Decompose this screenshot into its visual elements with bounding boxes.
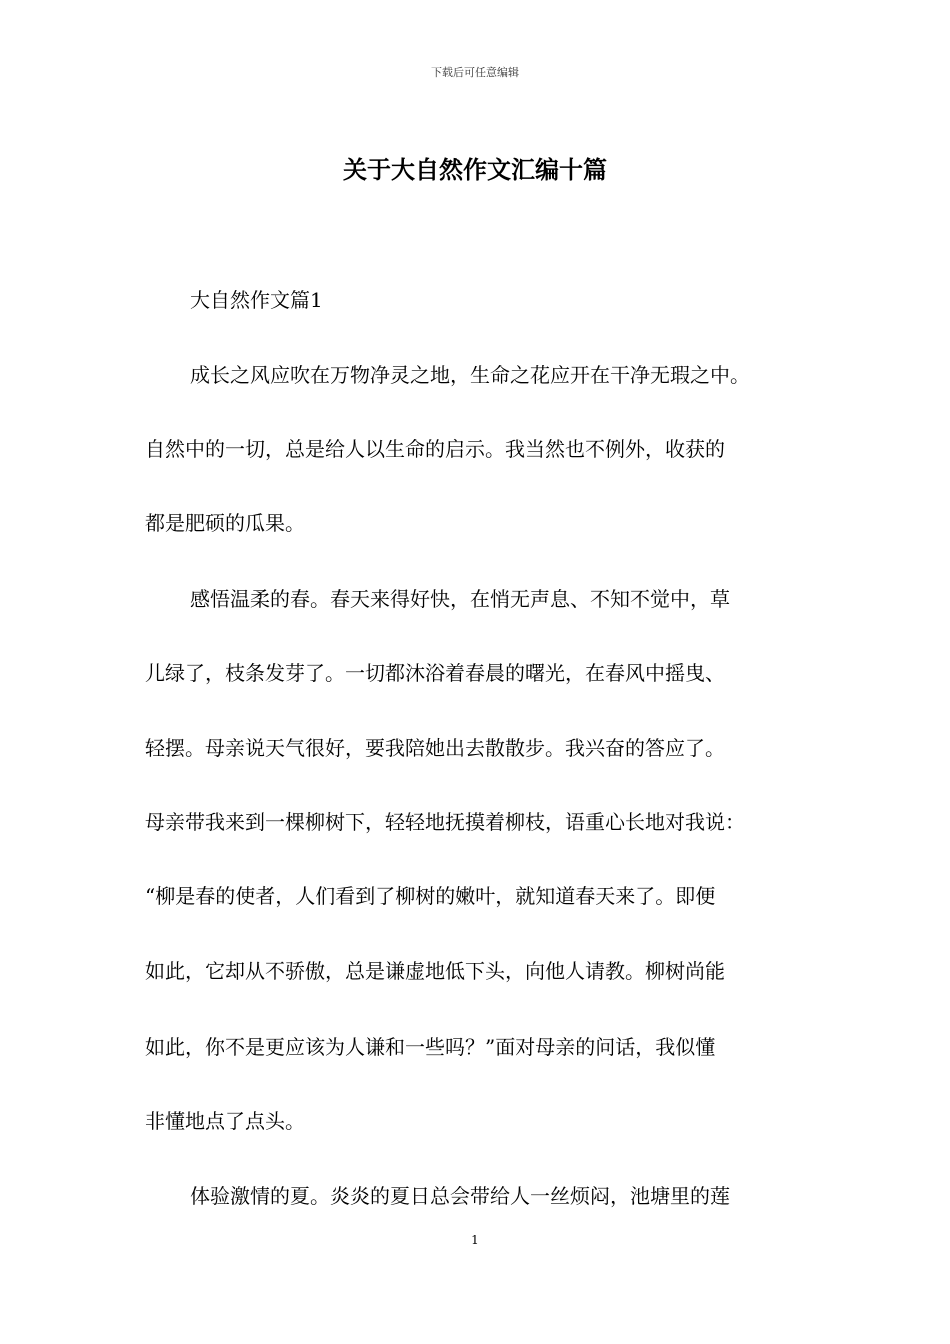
page-number: 1 <box>471 1233 479 1247</box>
paragraph-line: 母亲带我来到一棵柳树下，轻轻地抚摸着柳枝，语重心长地对我说： <box>145 810 745 834</box>
paragraph-line: 儿绿了，枝条发芽了。一切都沐浴着春晨的曙光，在春风中摇曳、 <box>145 661 725 685</box>
section-heading: 大自然作文篇1 <box>190 288 323 312</box>
paragraph-line: 都是肥硕的瓜果。 <box>145 511 305 535</box>
paragraph-line: 感悟温柔的春。春天来得好快，在悄无声息、不知不觉中，草 <box>190 587 730 611</box>
paragraph-line: 轻摆。母亲说天气很好，要我陪她出去散散步。我兴奋的答应了。 <box>145 736 725 760</box>
paragraph-line: 体验激情的夏。炎炎的夏日总会带给人一丝烦闷，池塘里的莲 <box>190 1184 730 1208</box>
paragraph-line: 自然中的一切，总是给人以生命的启示。我当然也不例外，收获的 <box>145 437 725 461</box>
page-header: 下载后可任意编辑 <box>431 66 519 79</box>
paragraph-line: 非懂地点了点头。 <box>145 1109 305 1133</box>
paragraph-line: 成长之风应吹在万物净灵之地，生命之花应开在干净无瑕之中。 <box>190 363 750 387</box>
paragraph-line: 如此，它却从不骄傲，总是谦虚地低下头，向他人请教。柳树尚能 <box>145 959 725 983</box>
paragraph-line: 如此，你不是更应该为人谦和一些吗？”面对母亲的问话，我似懂 <box>145 1035 716 1059</box>
paragraph-line: “柳是春的使者，人们看到了柳树的嫩叶，就知道春天来了。即便 <box>145 884 716 908</box>
document-title: 关于大自然作文汇编十篇 <box>343 155 607 184</box>
